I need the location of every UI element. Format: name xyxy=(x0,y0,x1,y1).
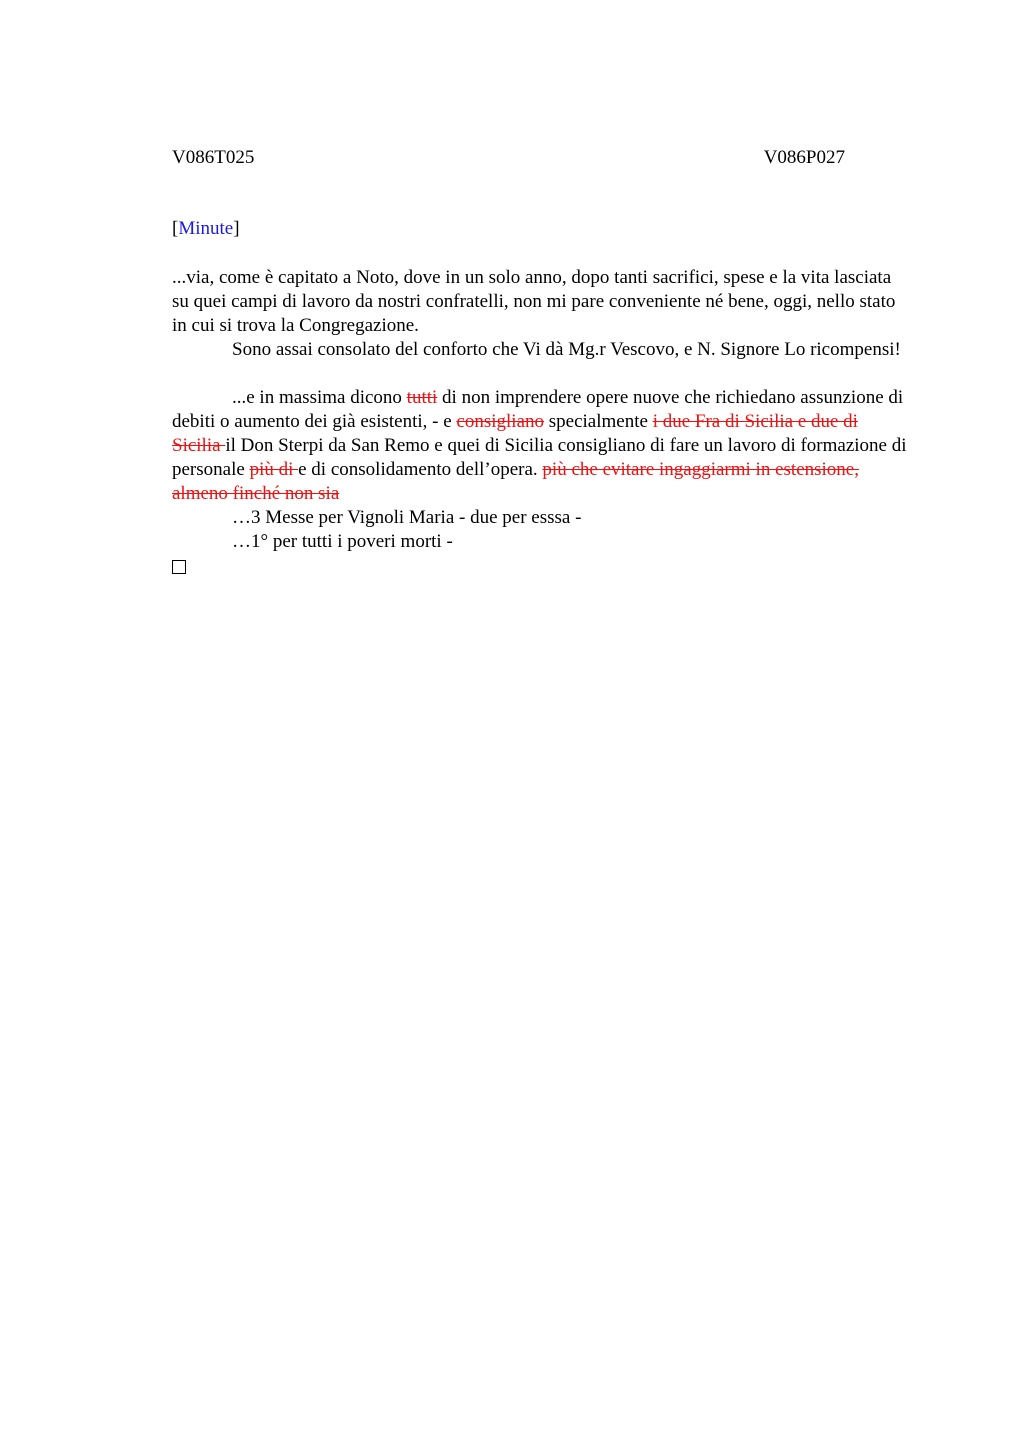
paragraph-3-text-3: specialmente xyxy=(544,411,653,432)
end-marker xyxy=(172,554,907,581)
paragraph-1: ...via, come è capitato a Noto, dove in un solo anno, dopo tanti sacrifici, spese e la vita lasciata su quei campi di lavoro da nostri confratelli, non mi pare conveniente né bene, oggi, nello stato in cui si trova la Congregazione. xyxy=(172,267,896,336)
section-open-bracket: [ xyxy=(172,218,179,239)
deleted-text-2: consigliano xyxy=(456,411,545,432)
letter-body xyxy=(172,266,907,581)
section-label xyxy=(172,217,240,241)
document-code-right: V086P027 xyxy=(763,147,845,168)
paragraph-5: …1° per tutti i poveri morti - xyxy=(232,531,453,552)
section-close-bracket: ] xyxy=(233,218,240,239)
deleted-text-1: tutti xyxy=(406,387,438,408)
paragraph-2: Sono assai consolato del conforto che Vi dà Mg.r Vescovo, e N. Signore Lo ricompensi! xyxy=(232,339,901,360)
paragraph-3-text-5: e di consolidamento dell’opera. xyxy=(298,459,543,480)
paragraph-3-text-1: ...e in massima dicono xyxy=(232,387,407,408)
deleted-text-3: i due Fra di Sicilia e due di Sicilia xyxy=(172,411,858,456)
paragraph-3 xyxy=(172,386,907,506)
paragraph-3-text-4: il Don Sterpi da San Remo e quei di Sicilia consigliano di fare un lavoro di formazione di personale xyxy=(172,435,907,480)
document-code-left: V086T025 xyxy=(172,147,255,168)
empty-square-icon xyxy=(172,560,186,574)
paragraph-gap xyxy=(172,362,907,386)
paragraph-3-text-2: di non imprendere opere nuove che richiedano assunzione di debiti o aumento dei già esistenti, - e xyxy=(172,387,904,432)
document-codes xyxy=(172,146,845,170)
deleted-text-5: più che evitare ingaggiarmi in estensione, almeno finché non sia xyxy=(172,459,859,504)
deleted-text-4: più di xyxy=(249,459,299,480)
section-label-link[interactable]: Minute xyxy=(178,218,234,239)
paragraph-4: …3 Messe per Vignoli Maria - due per esssa - xyxy=(232,507,582,528)
